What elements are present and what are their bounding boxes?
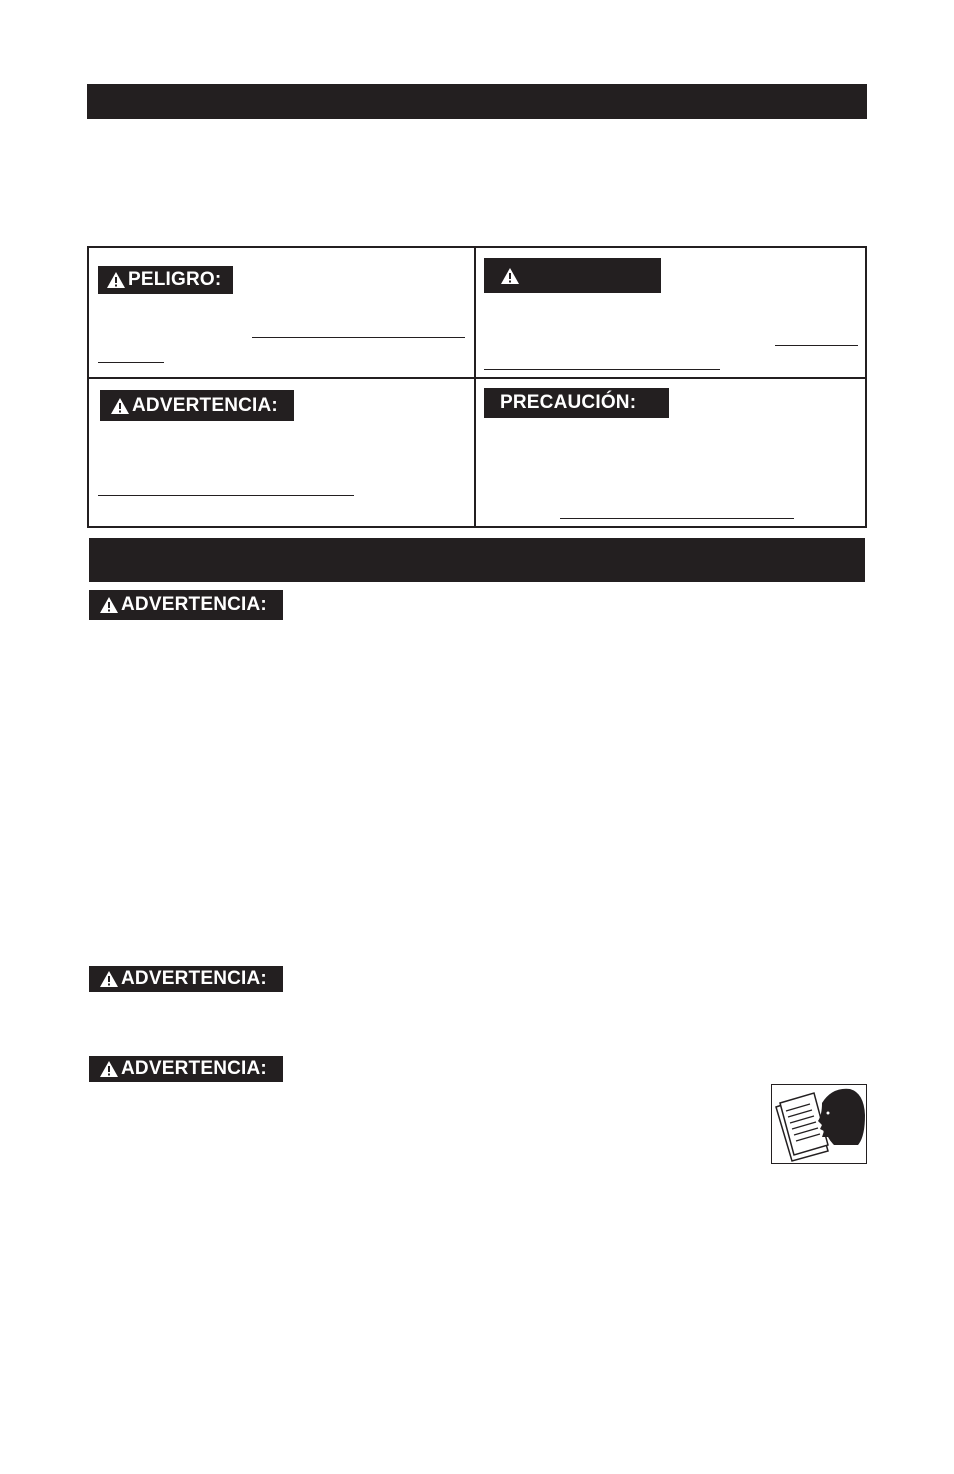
underline: [98, 495, 354, 496]
warning-triangle-icon: [500, 267, 520, 285]
underline: [775, 345, 858, 346]
advertencia-text: ADVERTENCIA:: [121, 968, 267, 989]
section-header-bar: [89, 538, 865, 582]
peligro-text: PELIGRO:: [128, 269, 222, 290]
advertencia-label: [100, 390, 294, 421]
warning-triangle-icon: [110, 397, 130, 415]
underline: [252, 337, 465, 338]
advertencia-label: [89, 966, 283, 992]
precaucion-label: [484, 388, 669, 418]
section-header-bar: [87, 84, 867, 119]
precaucion-text: PRECAUCIÓN:: [500, 392, 637, 413]
warning-triangle-icon: [99, 596, 119, 614]
advertencia-text: ADVERTENCIA:: [121, 594, 267, 615]
peligro-label: [98, 266, 233, 294]
advertencia-text: ADVERTENCIA:: [121, 1058, 267, 1079]
underline: [98, 362, 164, 363]
underline: [484, 369, 720, 370]
warning-triangle-icon: [99, 1060, 119, 1078]
read-manual-icon: [772, 1085, 866, 1163]
advertencia-label: [89, 590, 283, 620]
signal-label-blank: [484, 258, 661, 293]
grid-divider-horizontal: [89, 377, 865, 379]
grid-divider-vertical: [474, 248, 476, 526]
underline: [560, 518, 794, 519]
warning-triangle-icon: [106, 271, 126, 289]
advertencia-label: [89, 1056, 283, 1082]
warning-triangle-icon: [99, 970, 119, 988]
read-manual-pictogram: [771, 1084, 867, 1164]
advertencia-text: ADVERTENCIA:: [132, 394, 278, 416]
